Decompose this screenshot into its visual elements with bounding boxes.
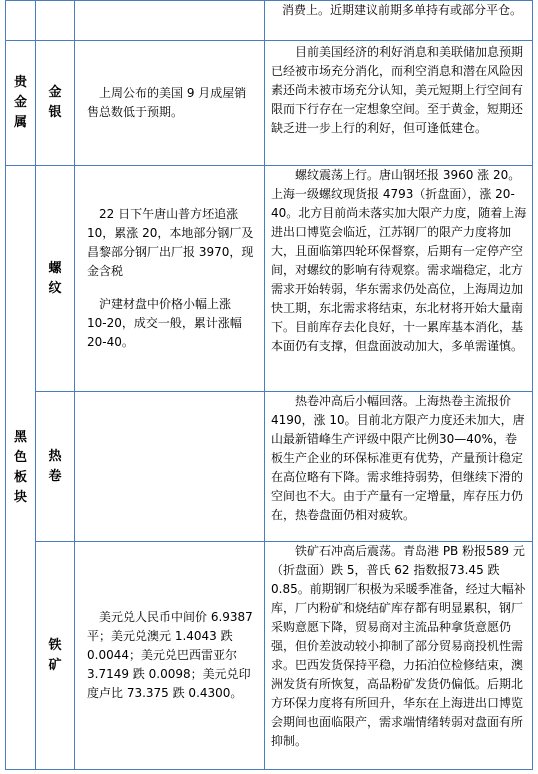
product-cell — [36, 392, 75, 542]
news-text: 上周公布的美国 9 月成屋销售总数低于预期。 — [87, 86, 247, 119]
analysis-cell — [265, 1, 533, 41]
product-cell — [36, 41, 75, 166]
category-cell — [6, 41, 36, 166]
market-commentary-table — [5, 0, 533, 770]
product-label: 热卷 — [48, 448, 62, 484]
product-label: 铁矿 — [48, 637, 62, 673]
category-cell — [6, 166, 36, 770]
analysis-cell — [265, 166, 533, 392]
product-cell — [36, 542, 75, 770]
category-label: 贵金属 — [13, 75, 27, 130]
analysis-cell — [265, 41, 533, 166]
product-label: 金银 — [48, 85, 62, 120]
news-text: 美元兑人民币中间价 6.9387 平；美元兑澳元 1.4043 跌0.0044；美元兑巴西雷亚尔 3.7149 跌 0.0098；美元兑印度卢比 73.375 跌 0.4300。 — [87, 610, 257, 700]
news-cell — [75, 542, 265, 770]
empty-cell — [6, 1, 36, 41]
category-label: 黑色板块 — [13, 429, 27, 505]
analysis-text: 铁矿石冲高后震荡。青岛港 PB 粉报589 元（折盘面）跌 5，普氏 62 指数报73.45 跌 0.85。前期钢厂积极为采暖季准备，经过大幅补库，厂内粉矿和烧结矿库存都有明显累积，钢厂采购意愿下降，贸易商对主流品种拿货意愿仍强，但价差波动较小抑制了部分贸易商投机性需求。巴西发货保持平稳，力拓泊位检修结束，澳洲发货有所恢复，高品粉矿发货仍偏低。后期北方环保力度将有所回升，华东在上海进出口博览会期间也面临限产，需求端情绪转弱对盘面有所抑制。 — [271, 544, 526, 748]
empty-cell — [75, 1, 265, 41]
product-label: 螺纹 — [48, 260, 62, 296]
news-text: 22 日下午唐山普方坯追涨 10，累涨 20，本地部分钢厂及昌黎部分钢厂出厂报 3970，现金含税 — [87, 207, 254, 278]
table-row — [6, 1, 533, 41]
product-cell — [36, 166, 75, 392]
news-cell — [75, 392, 265, 542]
analysis-text: 螺纹震荡上行。唐山钢坯报 3960 涨 20。上海一级螺纹现货报 4793（折盘面），涨 20-40。北方目前尚未落实加大限产力度，随着上海进出口博览会临近，江苏钢厂的限产力度将加大，且面临第四轮环保督察，后期有一定停产空间，对螺纹的影响有待观察。需求端稳定，北方需求开始转弱，华东需求仍处高位，上海周边加快工期，东北需求将结束，东北材将开始大量南下。目前库存去化良好，十一累库基本消化，基本面仍有支撑，但盘面波动加大，多单需谨慎。 — [271, 168, 527, 353]
analysis-text: 目前美国经济的利好消息和美联储加息预期已经被市场充分消化，而利空消息和潜在风险因素还尚未被市场充分认知，美元短期上行空间有限而下行存在一定想象空间。至于黄金，短期还缺乏进一步上行的利好，但可逢低建仓。 — [271, 45, 524, 135]
news-cell — [75, 166, 265, 392]
empty-cell — [36, 1, 75, 41]
table-row — [6, 392, 533, 542]
table-row — [6, 542, 533, 770]
table-row — [6, 41, 533, 166]
analysis-cell — [265, 392, 533, 542]
news-cell — [75, 41, 265, 166]
analysis-cell — [265, 542, 533, 770]
analysis-text: 消费上。近期建议前期多单持有或部分平仓。 — [282, 3, 523, 17]
table-row — [6, 166, 533, 392]
news-text: 沪建材盘中价格小幅上涨 10-20，成交一般，累计涨幅 20-40。 — [87, 297, 246, 349]
analysis-text: 热卷冲高后小幅回落。上海热卷主流报价 4190，涨 10。目前北方限产力度还未加大，唐山最新错峰生产评级中限产比例30—40%，卷板生产企业的环保标准更有优势，产量预计稳定在高位略有下降。需求维持弱势，但继续下滑的空间也不大。由于产量有一定增量，库存压力仍在，热卷盘面仍相对疲软。 — [271, 394, 525, 522]
